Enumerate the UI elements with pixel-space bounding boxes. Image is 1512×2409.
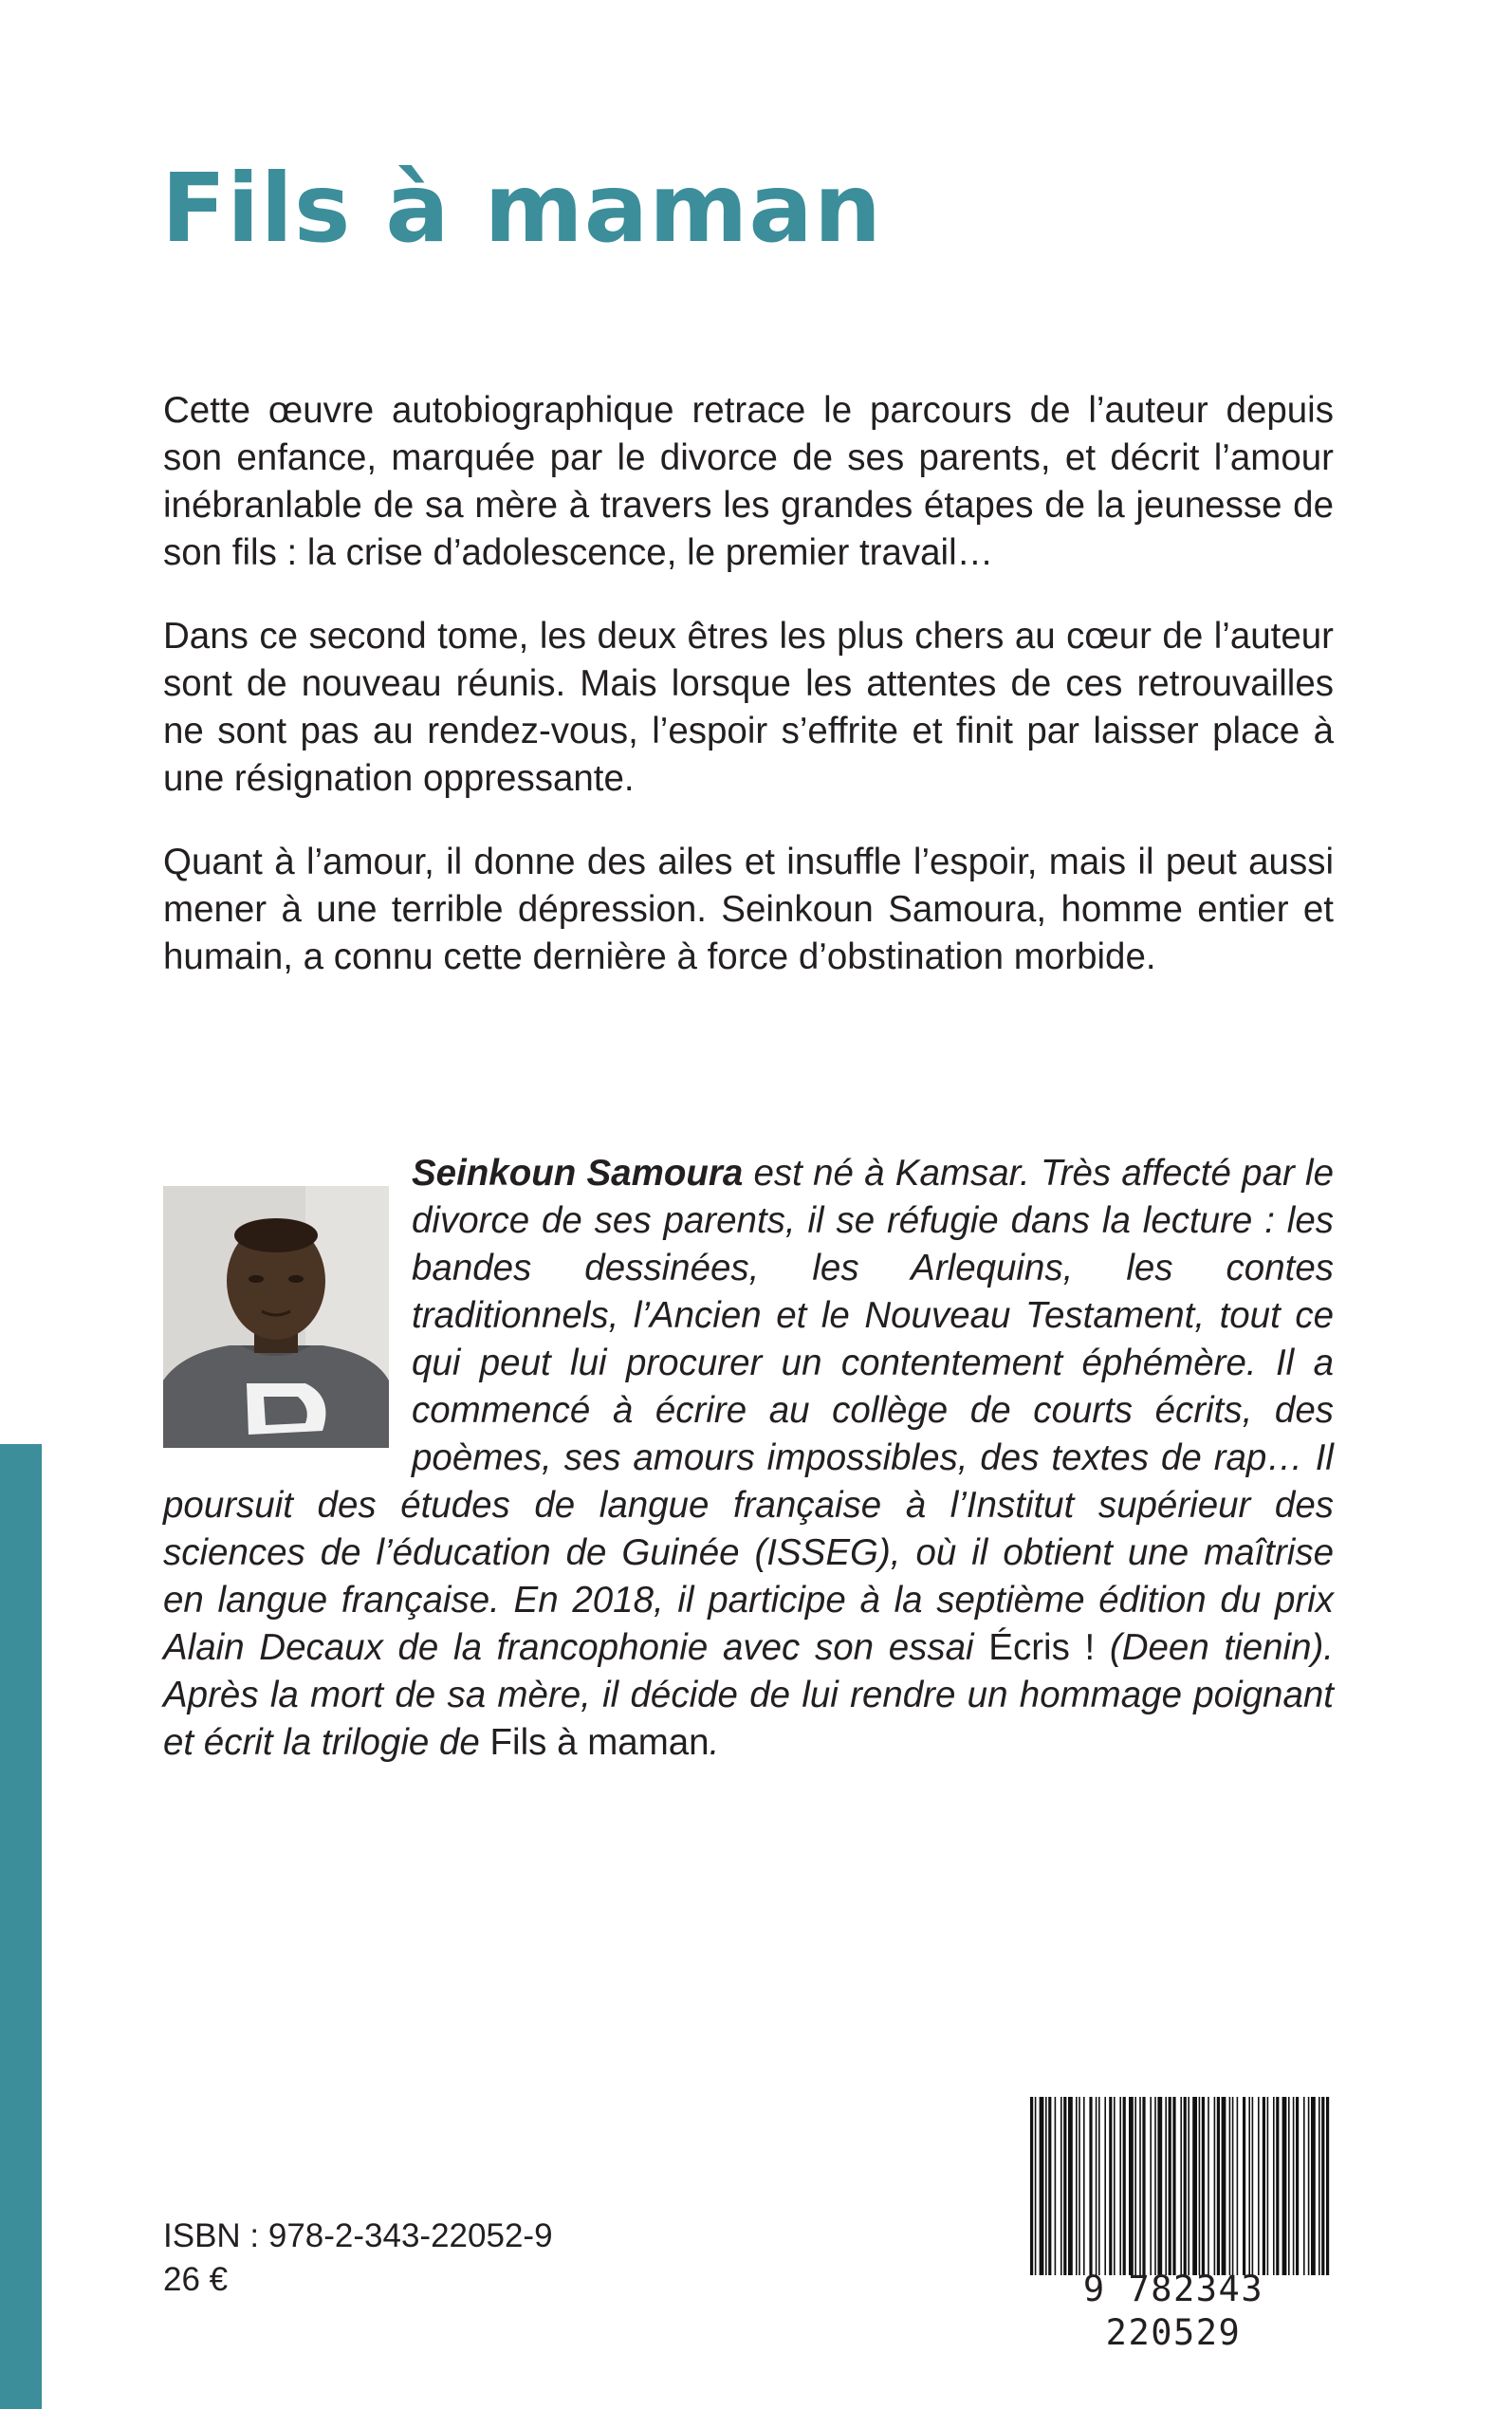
- book-title: Fils à maman: [161, 153, 883, 264]
- barcode-bar: [1060, 2097, 1062, 2275]
- barcode-bar: [1311, 2097, 1316, 2275]
- barcode-bar: [1248, 2097, 1250, 2275]
- barcode-bar: [1199, 2097, 1201, 2275]
- barcode-bar: [1098, 2097, 1100, 2275]
- barcode-bar: [1326, 2097, 1329, 2275]
- barcode-number: 9 782343 220529: [1082, 2269, 1264, 2353]
- barcode-bar: [1267, 2097, 1269, 2275]
- barcode-bar: [1048, 2097, 1051, 2275]
- essay-title: Écris !: [988, 1627, 1096, 1668]
- barcode-bar: [1184, 2097, 1187, 2275]
- barcode-bar: [1030, 2097, 1033, 2275]
- barcode-bar: [1129, 2097, 1134, 2275]
- barcode-bar: [1303, 2097, 1305, 2275]
- barcode-bar: [1276, 2097, 1279, 2275]
- barcode-bar: [1083, 2097, 1085, 2275]
- barcode-bar: [1217, 2097, 1220, 2275]
- barcode-bar: [1214, 2097, 1216, 2275]
- barcode-bar: [1142, 2097, 1145, 2275]
- barcode-bar: [1318, 2097, 1320, 2275]
- barcode-bar: [1296, 2097, 1299, 2275]
- barcode-bar: [1154, 2097, 1156, 2275]
- barcode-bar: [1321, 2097, 1324, 2275]
- barcode-bar: [1222, 2097, 1226, 2275]
- barcode-bar: [1104, 2097, 1106, 2275]
- barcode-bar: [1188, 2097, 1189, 2275]
- back-cover-blurb: [163, 387, 1334, 1017]
- blurb-paragraph: Cette œuvre autobiographique retrace le parcours de l’auteur depuis son enfance, marquée par le divorce de ses parents, et décrit l’amour inébranlable de sa mère à travers les grandes étapes de la jeunesse de son fils : la crise d’adolescence, le premier travail…: [163, 390, 1334, 573]
- barcode-bar: [1045, 2097, 1047, 2275]
- barcode-bar: [1150, 2097, 1152, 2275]
- price: 26 €: [163, 2261, 229, 2298]
- barcode-bar: [1243, 2097, 1245, 2275]
- barcode-bar: [1079, 2097, 1080, 2275]
- barcode-bar: [1035, 2097, 1037, 2275]
- barcode-bar: [1252, 2097, 1254, 2275]
- barcode-bar: [1063, 2097, 1066, 2275]
- barcode-bar: [1202, 2097, 1205, 2275]
- barcode-bar: [1040, 2097, 1044, 2275]
- trilogy-title: Fils à maman: [489, 1722, 710, 1763]
- barcode-bar: [1192, 2097, 1197, 2275]
- barcode-bar: [1288, 2097, 1290, 2275]
- barcode-bar: [1076, 2097, 1078, 2275]
- barcode-bar: [1109, 2097, 1112, 2275]
- barcode-bar: [1258, 2097, 1260, 2275]
- author-name: Seinkoun Samoura: [412, 1153, 744, 1194]
- barcode-bar: [1172, 2097, 1175, 2275]
- barcode-bar: [1273, 2097, 1275, 2275]
- barcode-bar: [1263, 2097, 1265, 2275]
- bibliographic-info: [163, 2214, 553, 2302]
- author-photo: [163, 1186, 389, 1448]
- barcode-bar: [1229, 2097, 1231, 2275]
- bio-text: .: [709, 1722, 720, 1763]
- barcode-bar: [1237, 2097, 1239, 2275]
- barcode-bar: [1165, 2097, 1167, 2275]
- barcode-bar: [1232, 2097, 1234, 2275]
- bio-text: est né à Kamsar. Très affecté par le divorce de ses parents, il se réfugie dans la lecture : les bandes dessinées, les Arlequins, les contes traditionnels, l’Ancien et le Nouveau Testament, tout ce qui peut lui procurer un contentement éphémère. Il a commencé à écrire au collège de courts écrits, des poèmes, ses amours impossibles, des textes de rap… Il poursuit des études de langue française à l’Institut supérieur des sciences de l’éducation de Guinée (ISSEG), où il obtient une maîtrise en langue française. En 2018, il participe à la septième édition du prix Alain Decaux de la francophonie avec son essai: [163, 1153, 1335, 1668]
- barcode-bar: [1208, 2097, 1209, 2275]
- barcode-bar: [1293, 2097, 1295, 2275]
- blurb-paragraph: Quant à l’amour, il donne des ailes et insuffle l’espoir, mais il peut aussi mener à une terrible dépression. Seinkoun Samoura, homme entier et humain, a connu cette dernière à force d’obstination morbide.: [163, 842, 1334, 977]
- spine-color-strip: [0, 1444, 42, 2409]
- barcode-bar: [1055, 2097, 1057, 2275]
- barcode-bar: [1308, 2097, 1310, 2275]
- barcode-bar: [1134, 2097, 1136, 2275]
- isbn: ISBN : 978-2-343-22052-9: [163, 2217, 553, 2254]
- barcode: [1026, 2097, 1332, 2275]
- barcode-bar: [1114, 2097, 1116, 2275]
- barcode-bar: [1157, 2097, 1162, 2275]
- blurb-paragraph: Dans ce second tome, les deux êtres les plus chers au cœur de l’auteur sont de nouveau réunis. Mais lorsque les attentes de ces retrouvailles ne sont pas au rendez-vous, l’espoir s’effrite et finit par laisser place à une résignation oppressante.: [163, 616, 1334, 799]
- barcode-bar: [1282, 2097, 1287, 2275]
- barcode-bar: [1068, 2097, 1073, 2275]
- barcode-bar: [1089, 2097, 1092, 2275]
- bio-text: (Deen tienin). Après la mort de sa mère, il décide de lui rendre un hommage poignant et écrit la trilogie de: [163, 1627, 1334, 1763]
- barcode-bar: [1119, 2097, 1121, 2275]
- author-bio: [163, 1150, 1334, 1767]
- barcode-bar: [1139, 2097, 1141, 2275]
- barcode-bar: [1169, 2097, 1171, 2275]
- barcode-bar: [1180, 2097, 1182, 2275]
- barcode-bar: [1123, 2097, 1126, 2275]
- barcode-bar: [1096, 2097, 1097, 2275]
